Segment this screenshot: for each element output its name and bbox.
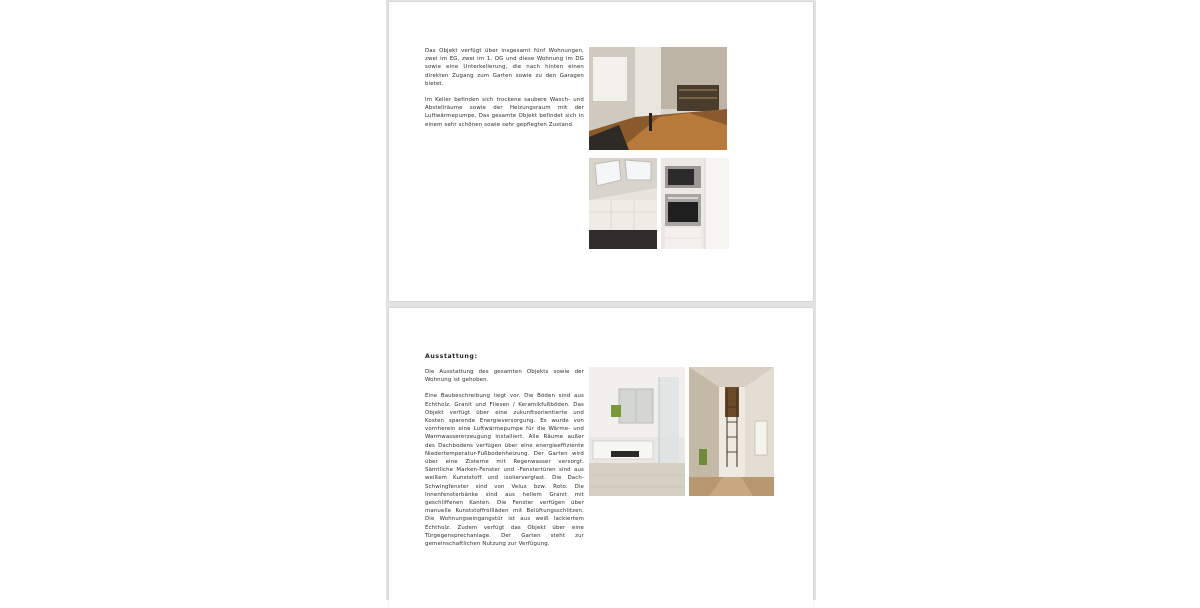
photo-living-room (589, 47, 727, 150)
document-page-1 (389, 2, 813, 301)
page1-paragraph-1: Das Objekt verfügt über insgesamt fünf Wohnungen, zwei im EG, zwei im 1. OG und diese Wohnung im DG sowie eine Unterkellerung, die nach hinten einen direkten Zugang zum Garten sowie zu den Garagen bietet. (425, 48, 584, 87)
photo-kitchen-skylight (589, 158, 657, 249)
page2-text-block (425, 368, 584, 556)
photo-hallway-attic-ladder (689, 367, 774, 496)
page1-text-block (425, 47, 584, 137)
page1-paragraph-2: Im Keller befinden sich trockene saubere Wasch- und Abstellräume sowie der Heizungsraum mit der Luftwärmepumpe. Das gesamte Objekt befindet sich in einem sehr schönen sowie sehr gepflegten Zustand. (425, 97, 584, 128)
photo-kitchen-oven (661, 158, 729, 249)
page2-paragraph-2: Eine Baubeschreibung liegt vor. Die Böden sind aus Echtholz, Granit und Fliesen / Keramikfußböden. Das Objekt verfügt über eine zukunftsorientierte und Kosten sparende Energieversorgung. Es wurde von vornherein eine Luftwärmepumpe für die Wärme- und Warmwassererzeugung installiert. Alle Räume außer des Dachbodens verfügen über eine energieeffiziente Niedertemperatur-Fußbodenheizung. Der Garten wird über eine Zisterne mit Regenwasser versorgt. Sämtliche Marken-Fenster und -Fenstertüren sind aus weißem Kunststoff und isolierverglast. Die Dach-Schwingfenster sind von Velux bzw. Roto. Die Innenfensterbänke sind aus hellem Granit mit geschliffenen Kanten. Die Fenster verfügen über manuelle Kunststoffrollläden mit Belüftungsschlitzen. Die Wohnungseingangstür ist aus weiß lackiertem Echtholz. Zudem verfügt das Objekt über eine Türgegensprechanlage. Der Garten steht zur gemeinschaftlichen Nutzung zur Verfügung. (425, 393, 584, 548)
photo-bathroom (589, 367, 685, 496)
page2-paragraph-1: Die Ausstattung des gesamten Objekts sowie der Wohnung ist gehoben. (425, 369, 584, 384)
page2-heading: Ausstattung: (425, 353, 478, 360)
document-page-2 (389, 308, 813, 608)
